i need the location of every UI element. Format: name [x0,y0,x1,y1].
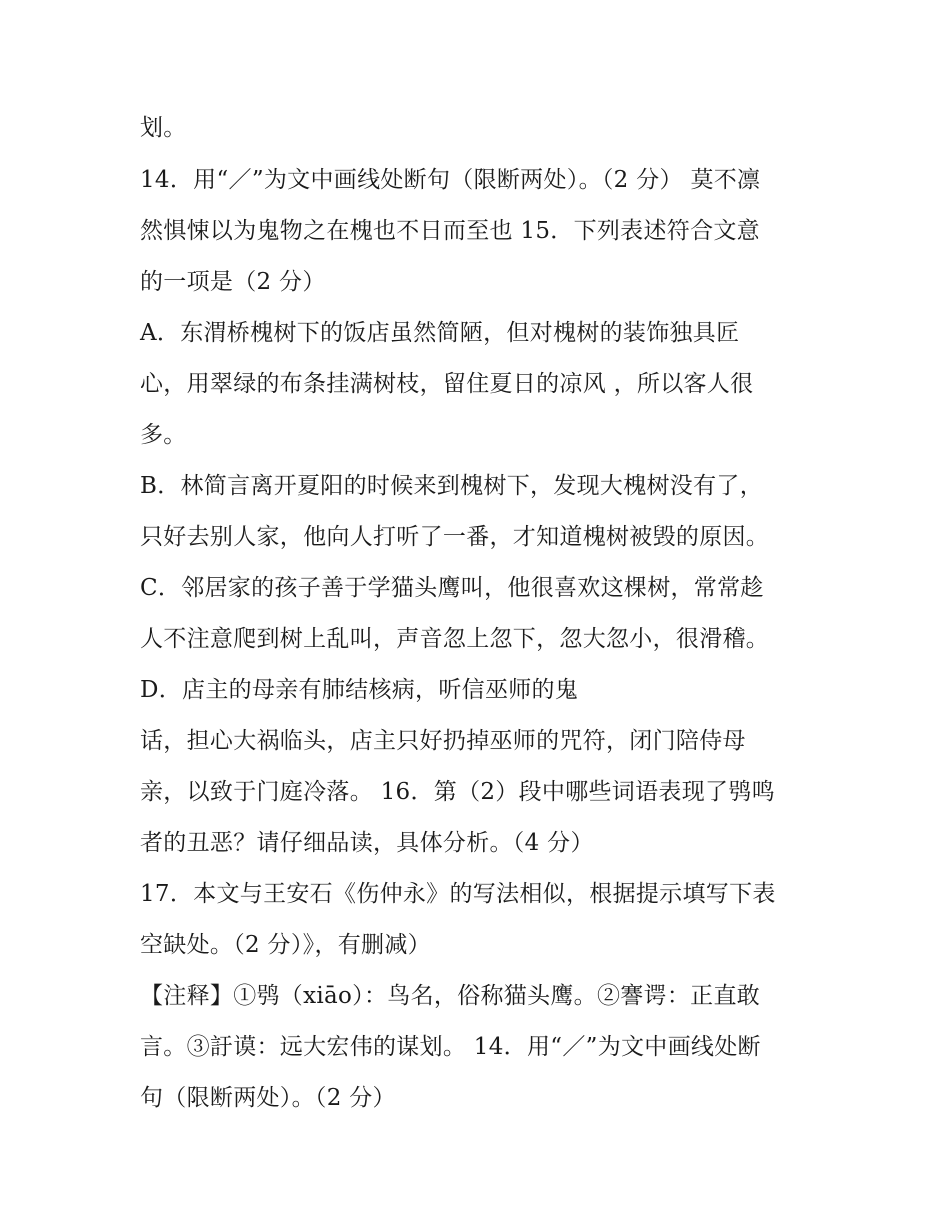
text-line: D．店主的母亲有肺结核病，听信巫师的鬼 [140,677,579,703]
text-line: 话，担心大祸临头，店主只好扔掉巫师的咒符，闭门陪侍母 [140,728,746,754]
text-line: 句（限断两处）。（2 分） [140,1085,396,1111]
text-line: 划。 [140,115,187,141]
text-line: 17．本文与王安石《伤仲永》的写法相似，根据提示填写下表 [140,881,776,907]
text-line: 【注释】①鸮（xiāo）：鸟名，俗称猫头鹰。②謇谔：正直敢 [140,983,761,1009]
text-line: B．林简言离开夏阳的时候来到槐树下，发现大槐树没有了， [140,473,764,499]
text-line: 人不注意爬到树上乱叫，声音忽上忽下，忽大忽小，很滑稽。 [140,626,770,652]
text-line: 亲，以致于门庭冷落。 16．第（2）段中哪些词语表现了鸮鸣 [140,779,775,805]
text-line: 只好去别人家，他向人打听了一番，才知道槐树被毁的原因。 [140,524,770,550]
text-line: 的一项是（2 分） [140,269,326,295]
text-line: 心，用翠绿的布条挂满树枝，留住夏日的凉风 ，所以客人很 [140,371,754,397]
text-line: 言。③訏谟：远大宏伟的谋划。 14．用“／”为文中画线处断 [140,1034,761,1060]
text-line: C．邻居家的孩子善于学猫头鹰叫，他很喜欢这棵树，常常趁 [140,575,764,601]
text-line: A．东渭桥槐树下的饭店虽然简陋，但对槐树的装饰独具匠 [140,320,740,346]
text-line: 然惧悚以为鬼物之在槐也不日而至也 15．下列表述符合文意 [140,218,760,244]
text-line: 空缺处。（2 分）》，有删减） [140,932,431,958]
text-line: 者的丑恶？请仔细品读，具体分析。（4 分） [140,830,594,856]
text-line: 14．用“／”为文中画线处断句（限断两处）。（2 分） 莫不凛 [140,167,761,193]
text-line: 多。 [140,422,187,448]
